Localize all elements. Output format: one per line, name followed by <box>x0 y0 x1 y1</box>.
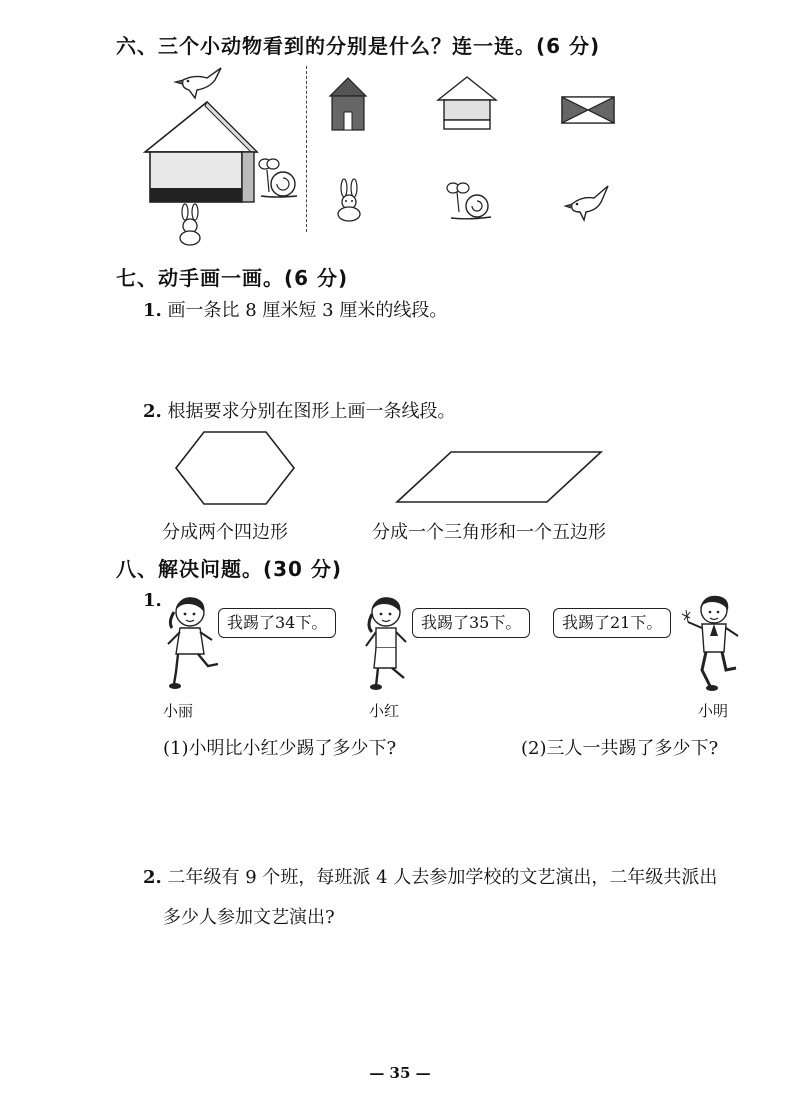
section-6-title: 六、三个小动物看到的分别是什么？连一连。(6 分) <box>116 34 601 58</box>
view-top-house <box>560 95 616 125</box>
question-number: 1. <box>143 590 162 611</box>
parallelogram-shape[interactable] <box>393 448 605 506</box>
question-text: 根据要求分别在图形上画一条线段。 <box>167 401 456 422</box>
sub-question-1: (1)小明比小红少踢了多少下? <box>163 738 397 759</box>
question-7-1 <box>143 296 447 322</box>
speech-bubble-xiaoli: 我踢了34下。 <box>218 608 336 638</box>
caption-hexagon: 分成两个四边形 <box>162 522 288 543</box>
question-number: 2. <box>143 867 162 888</box>
dashed-divider <box>306 66 307 232</box>
question-number: 2. <box>143 401 162 422</box>
caption-parallelogram: 分成一个三角形和一个五边形 <box>372 522 606 543</box>
bird-icon <box>175 68 221 98</box>
question-8-2 <box>143 858 783 938</box>
question-line-1: 二年级有 9 个班，每班派 4 人去参加学校的文艺演出，二年级共派出 <box>167 867 718 888</box>
section-8-title: 八、解决问题。(30 分) <box>116 557 343 581</box>
name-xiaoli: 小丽 <box>163 702 194 720</box>
question-text: 画一条比 8 厘米短 3 厘米的线段。 <box>167 300 448 321</box>
hexagon-shape[interactable] <box>170 428 300 508</box>
bird-icon <box>562 182 612 224</box>
view-front-house <box>436 74 498 132</box>
house-roof <box>145 102 257 152</box>
question-line-2: 多少人参加文艺演出? <box>163 907 335 928</box>
sub-question-2: (2)三人一共踢了多少下? <box>521 738 719 759</box>
girl-xiaoli-illustration <box>160 592 222 692</box>
speech-bubble-xiaoming: 我踢了21下。 <box>553 608 671 638</box>
name-xiaohong: 小红 <box>369 702 400 720</box>
page-number: — 35 — <box>369 1064 431 1082</box>
rabbit-icon <box>180 204 200 245</box>
question-number: 1. <box>143 300 162 321</box>
view-left-side-house <box>328 76 368 132</box>
boy-xiaoming-illustration <box>678 592 744 694</box>
speech-bubble-xiaohong: 我踢了35下。 <box>412 608 530 638</box>
snail-icon <box>259 159 297 197</box>
question-7-2 <box>143 397 456 423</box>
shuttlecock-icon <box>682 610 690 622</box>
name-xiaoming: 小明 <box>698 702 729 720</box>
house-scene-illustration <box>135 60 310 250</box>
girl-xiaohong-illustration <box>356 592 418 692</box>
snail-icon <box>443 180 495 222</box>
rabbit-icon <box>332 178 366 222</box>
section-7-title: 七、动手画一画。(6 分) <box>116 266 349 290</box>
